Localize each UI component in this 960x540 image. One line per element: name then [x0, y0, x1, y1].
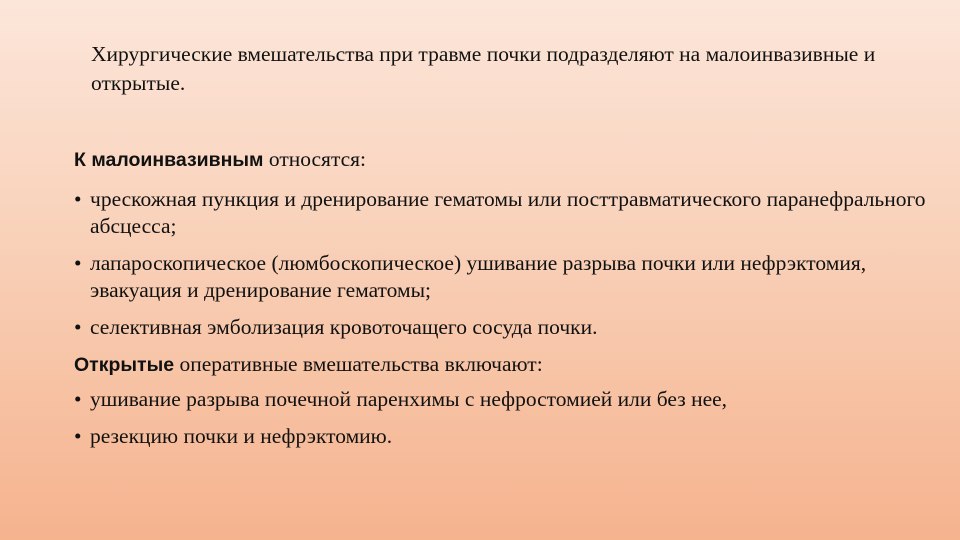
list-item [74, 186, 934, 240]
bullet-marker: • [74, 187, 82, 211]
heading-rest-minimally-invasive: относятся: [263, 147, 367, 171]
list-item-text: чрескожная пункция и дренирование гематомы или посттравматического паранефрального абсцесса; [90, 187, 926, 238]
section-minimally-invasive-heading [74, 146, 934, 174]
list-item [74, 423, 934, 450]
heading-bold-minimally-invasive: К малоинвазивным [74, 149, 264, 171]
bullet-marker: • [74, 424, 82, 448]
heading-bold-open: Открытые [74, 354, 175, 376]
list-item [74, 314, 934, 341]
bullet-marker: • [74, 387, 82, 411]
bullet-marker: • [74, 315, 82, 339]
heading-rest-open: оперативные вмешательства включают: [174, 352, 543, 376]
list-item-text: ушивание разрыва почечной паренхимы с нефростомией или без нее, [90, 387, 728, 411]
list-item-text: селективная эмболизация кровоточащего сосуда почки. [90, 315, 598, 339]
intro-text: Хирургические вмешательства при травме почки подразделяют на малоинвазивные и открытые. [91, 42, 876, 95]
bullet-marker: • [74, 251, 82, 275]
list-item [74, 386, 934, 413]
section-open-heading [74, 351, 934, 379]
list-item-text: лапароскопическое (люмбоскопическое) ушивание разрыва почки или нефрэктомия, эвакуация и дренирование гематомы; [90, 251, 867, 302]
list-item-text: резекцию почки и нефрэктомию. [90, 424, 393, 448]
list-item [74, 250, 934, 304]
slide-content [74, 146, 934, 460]
